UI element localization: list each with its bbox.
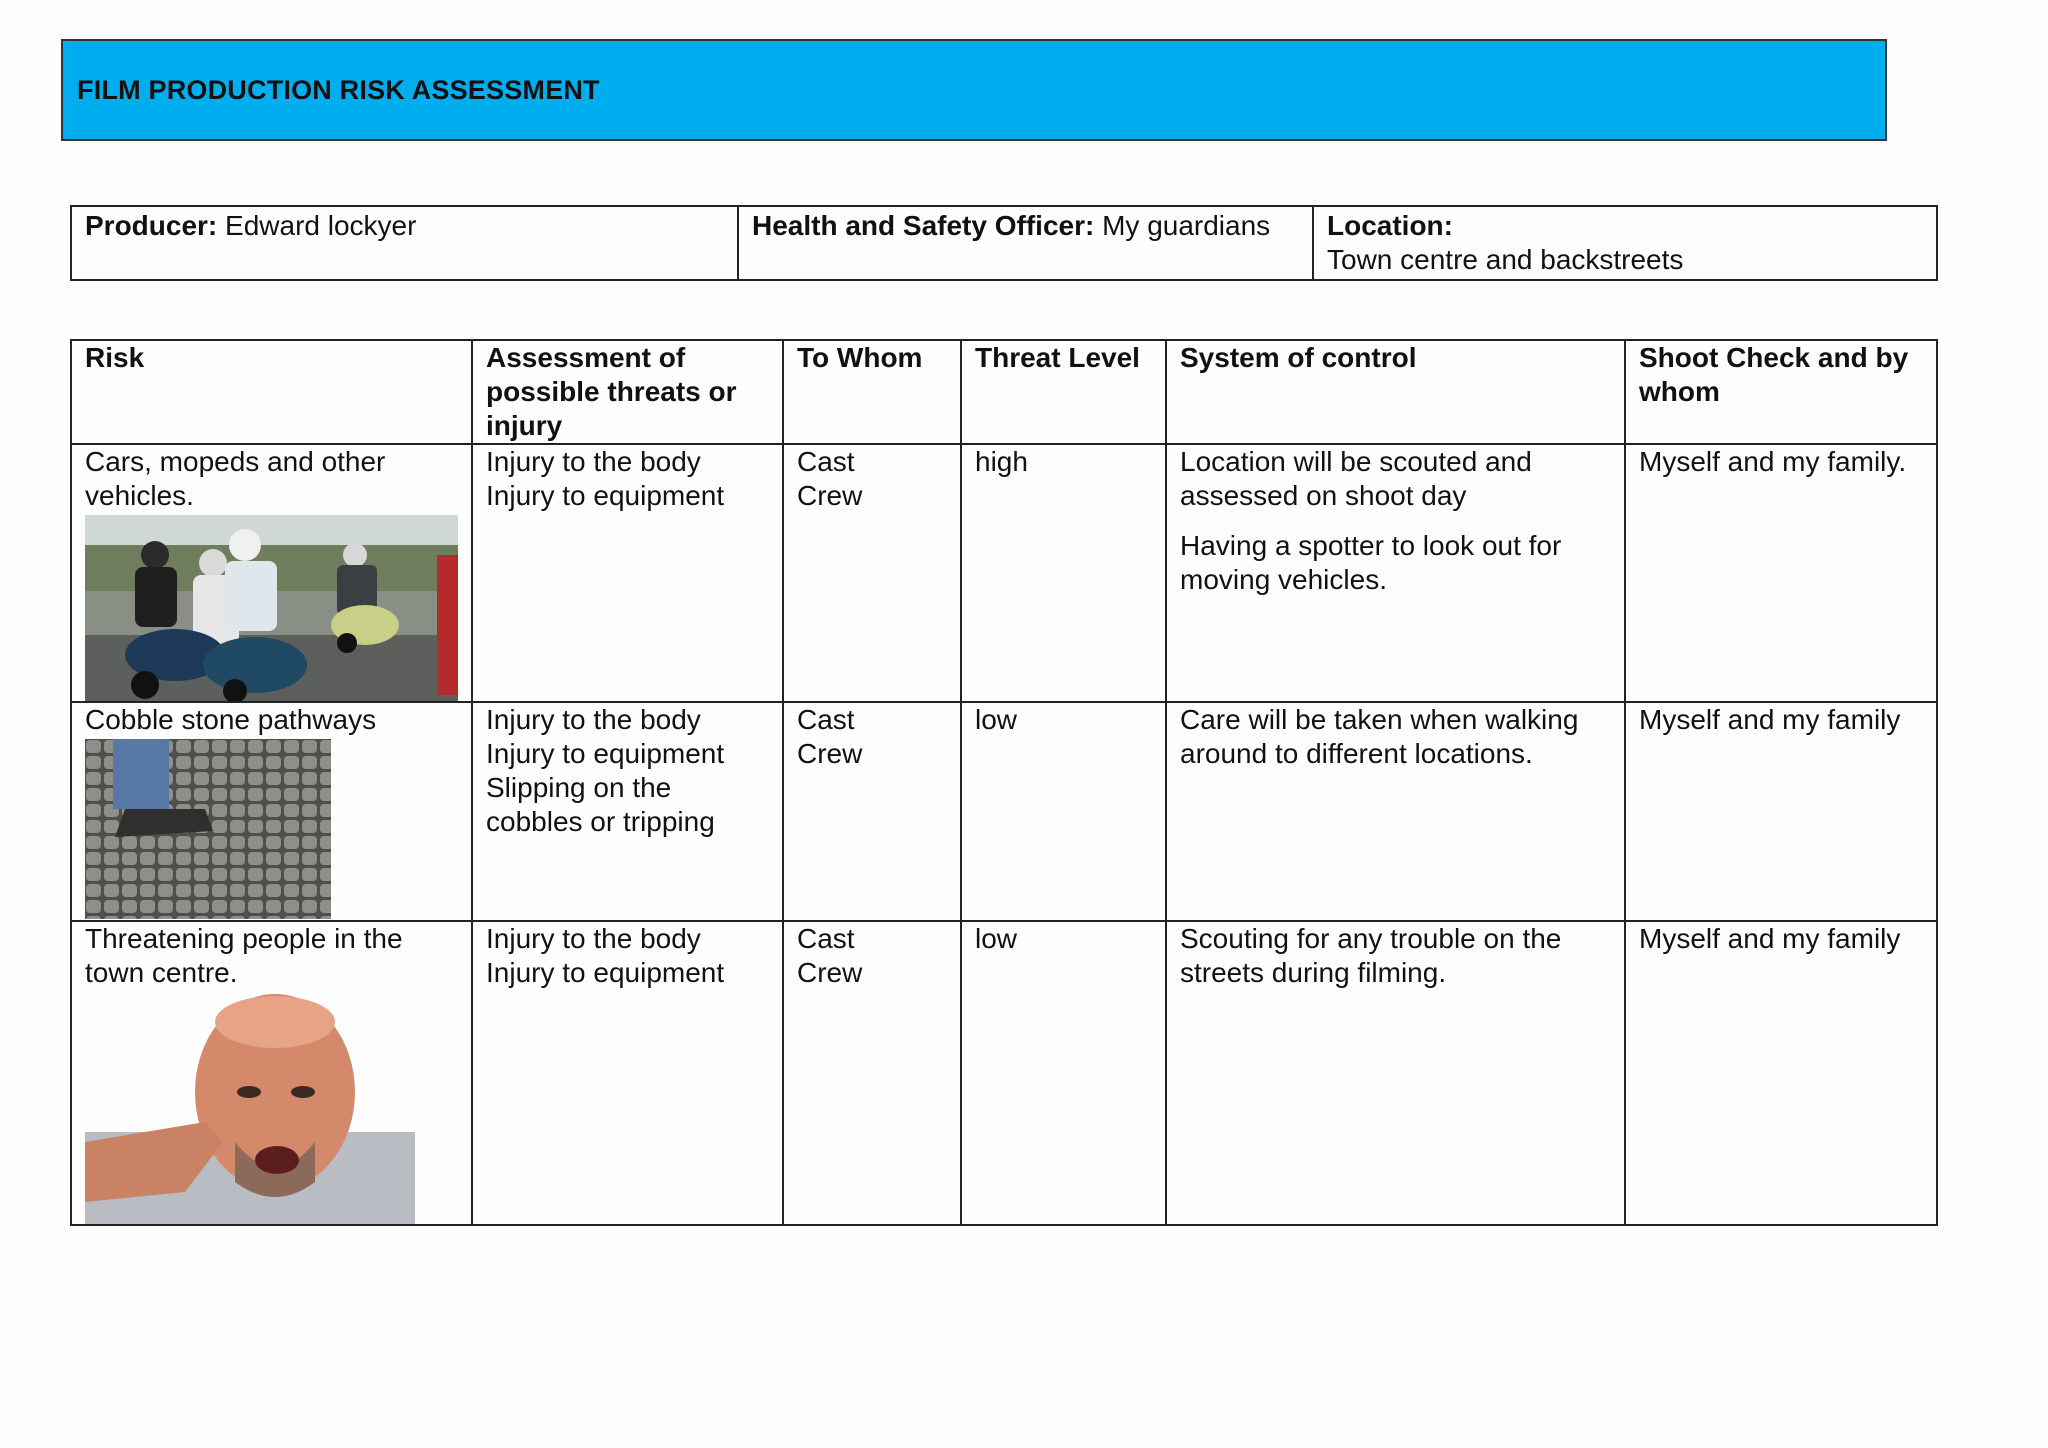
risk-text: Threatening people in the town centre. [85, 923, 403, 988]
to-whom-cell [783, 702, 961, 921]
to-whom-line: Cast [797, 446, 855, 477]
col-header-to-whom: To Whom [783, 340, 961, 444]
system-cell [1166, 702, 1625, 921]
producer-value: Edward lockyer [225, 210, 417, 241]
threat-level-cell: low [961, 702, 1166, 921]
location-label: Location: [1327, 210, 1453, 241]
col-header-system: System of control [1166, 340, 1625, 444]
to-whom-cell [783, 921, 961, 1225]
hso-cell [738, 206, 1313, 280]
system-line: Having a spotter to look out for moving vehicles. [1180, 530, 1562, 595]
assessment-line: Slipping on the cobbles or tripping [486, 772, 715, 837]
table-row [71, 702, 1937, 921]
info-row [71, 206, 1937, 280]
threat-level-cell: high [961, 444, 1166, 702]
system-cell [1166, 921, 1625, 1225]
assessment-cell [472, 702, 783, 921]
shoot-check-cell: Myself and my family. [1625, 444, 1937, 702]
shoot-check-cell: Myself and my family [1625, 702, 1937, 921]
to-whom-line: Crew [797, 480, 863, 511]
to-whom-line: Crew [797, 738, 863, 769]
page-title: FILM PRODUCTION RISK ASSESSMENT [77, 75, 600, 105]
to-whom-cell [783, 444, 961, 702]
risk-text: Cobble stone pathways [85, 704, 377, 735]
system-line: Care will be taken when walking around to different locations. [1180, 704, 1579, 769]
col-header-threat-level: Threat Level [961, 340, 1166, 444]
production-info-table [70, 205, 1938, 281]
to-whom-line: Cast [797, 704, 855, 735]
producer-label: Producer: [85, 210, 218, 241]
producer-cell [71, 206, 738, 280]
to-whom-line: Cast [797, 923, 855, 954]
col-header-assessment: Assessment of possible threats or injury [472, 340, 783, 444]
assessment-line: Injury to the body [486, 923, 701, 954]
risk-text: Cars, mopeds and other vehicles. [85, 446, 386, 511]
hso-label: Health and Safety Officer: [752, 210, 1095, 241]
to-whom-line: Crew [797, 957, 863, 988]
header-row [71, 340, 1937, 444]
threat-level-cell: low [961, 921, 1166, 1225]
risk-cell [71, 702, 472, 921]
assessment-line: Injury to equipment [486, 738, 725, 769]
risk-cell [71, 921, 472, 1225]
table-row [71, 921, 1937, 1225]
hso-value: My guardians [1102, 210, 1271, 241]
system-line: Location will be scouted and assessed on shoot day [1180, 446, 1532, 511]
assessment-line: Injury to the body [486, 704, 701, 735]
assessment-cell [472, 444, 783, 702]
risk-table [70, 339, 1938, 1226]
assessment-line: Injury to equipment [486, 957, 725, 988]
table-row [71, 444, 1937, 702]
risk-cell [71, 444, 472, 702]
system-cell [1166, 444, 1625, 702]
location-cell [1313, 206, 1937, 280]
system-line: Scouting for any trouble on the streets during filming. [1180, 923, 1562, 988]
assessment-line: Injury to equipment [486, 480, 725, 511]
title-banner [61, 39, 1887, 141]
location-value: Town centre and backstreets [1327, 244, 1684, 275]
assessment-line: Injury to the body [486, 446, 701, 477]
col-header-risk: Risk [71, 340, 472, 444]
col-header-shoot-check: Shoot Check and by whom [1625, 340, 1937, 444]
shoot-check-cell: Myself and my family [1625, 921, 1937, 1225]
angry-man-photo [85, 992, 458, 1224]
cobblestone-photo [85, 739, 458, 919]
assessment-cell [472, 921, 783, 1225]
scooter-riders-photo [85, 515, 458, 701]
